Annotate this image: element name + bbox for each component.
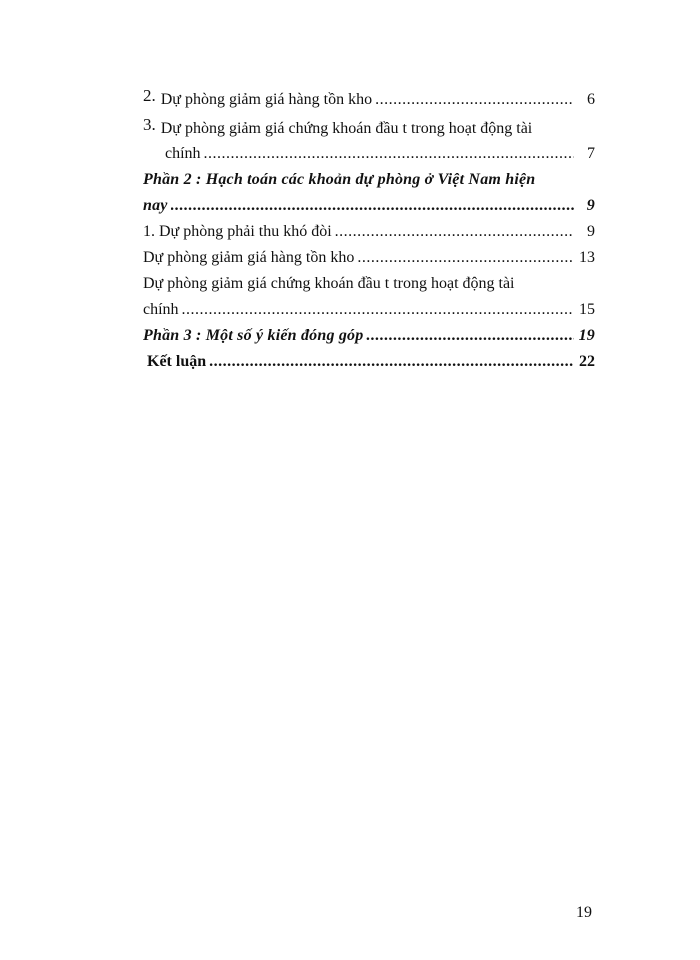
toc-conclusion	[143, 349, 595, 375]
toc-part-page: 19	[578, 327, 595, 344]
toc-entry-page: 6	[587, 91, 595, 108]
dot-leader	[366, 323, 574, 349]
toc-entry-2	[143, 86, 595, 112]
toc-entry-title: Dự phòng giảm giá hàng tồn kho	[160, 91, 373, 108]
table-of-contents	[143, 86, 595, 375]
toc-entry-page: 7	[587, 145, 595, 162]
toc-entry-title: 1. Dự phòng phải thu khó đòi	[143, 223, 332, 240]
toc-part-page: 9	[586, 197, 595, 214]
dot-leader	[357, 245, 574, 271]
toc-part-title: Phần 2 : Hạch toán các khoản dự phòng ở Việt Nam hiện	[143, 171, 536, 188]
dot-leader	[335, 219, 574, 245]
toc-conclusion-page: 22	[579, 353, 595, 370]
toc-conclusion-title: Kết luận	[147, 353, 207, 370]
toc-part-title-continued: nay	[143, 197, 168, 214]
toc-part-title: Phần 3 : Một số ý kiến đóng góp	[143, 327, 364, 344]
toc-entry-page: 13	[579, 249, 595, 266]
toc-part-3	[143, 323, 595, 349]
dot-leader	[171, 193, 574, 219]
dot-leader	[375, 87, 574, 113]
toc-entry-title: Dự phòng giảm giá chứng khoán đầu t trong hoạt động tài	[160, 120, 533, 137]
toc-entry-title-continued: chính	[143, 301, 179, 318]
toc-entry-number: 2.	[143, 86, 156, 105]
dot-leader	[182, 297, 574, 323]
toc-entry-3	[143, 115, 595, 167]
toc-entry-number: 3.	[143, 115, 156, 134]
toc-entry-page: 9	[587, 223, 595, 240]
toc-entry-page: 15	[579, 301, 595, 318]
toc-entry-part2-2	[143, 245, 595, 271]
toc-entry-part2-1	[143, 219, 595, 245]
toc-part-2	[143, 167, 595, 219]
page-number: 19	[576, 904, 592, 921]
dot-leader	[209, 349, 574, 375]
toc-entry-title: Dự phòng giảm giá hàng tồn kho	[143, 249, 355, 266]
dot-leader	[204, 141, 574, 167]
toc-entry-title-continued: chính	[165, 145, 201, 162]
toc-entry-title: Dự phòng giảm giá chứng khoán đầu t trong hoạt động tài	[143, 275, 515, 292]
toc-entry-part2-3	[143, 271, 595, 323]
